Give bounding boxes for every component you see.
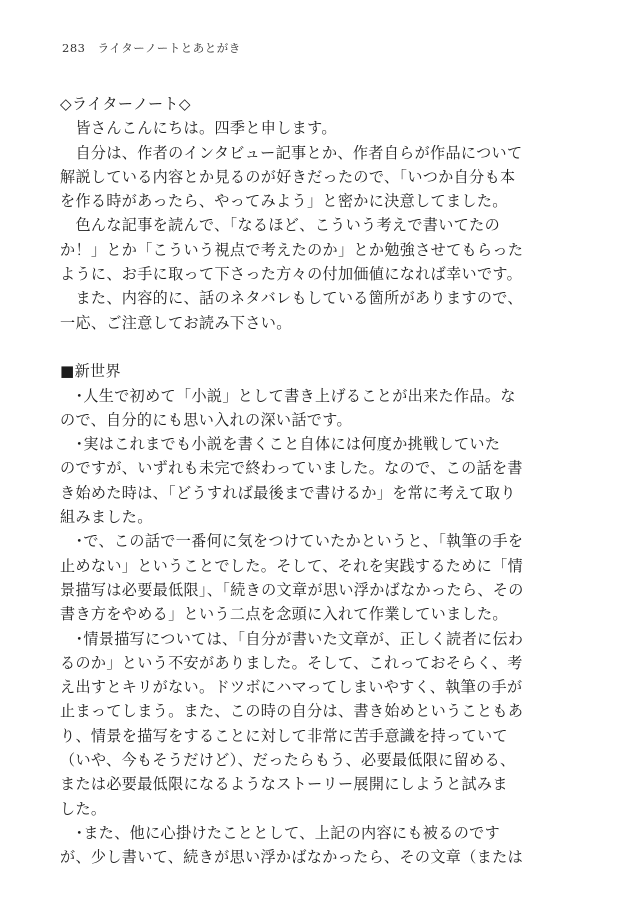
text-line: また、内容的に、話のネタバレもしている箇所がありますので、 [60, 289, 523, 308]
page-number: 283 [62, 41, 86, 55]
text-line: ■新世界 [60, 362, 121, 381]
text-line: ように、お手に取って下さった方々の付加価値になれば幸いです。 [60, 265, 523, 284]
text-line: ･人生で初めて「小説」として書き上げることが出来た作品。な [60, 386, 516, 405]
text-line: ･で、この話で一番何に気をつけていたかというと、「執筆の手を [60, 532, 524, 551]
text-line: 書き方をやめる」という二点を念頭に入れて作業していました。 [60, 605, 508, 624]
text-line: を作る時があったら、やってみよう」と密かに決意してました。 [60, 192, 508, 211]
text-line: 組みました。 [60, 508, 153, 527]
text-line: り、情景を描写をすることに対して非常に苦手意識を持っていて [60, 726, 508, 745]
body-text [60, 92, 540, 870]
text-line: ◇ライターノート◇ [60, 95, 191, 113]
text-line: 皆さんこんにちは。四季と申します。 [60, 119, 337, 138]
text-line: か！」とか「こういう視点で考えたのか」とか勉強させてもらった [60, 240, 524, 259]
text-line: え出すとキリがない。ドツボにハマってしまいやすく、執筆の手が [60, 678, 523, 697]
text-line: 止めない」ということでした。そして、それを実践するために「情 [60, 556, 524, 575]
text-line: ･実はこれまでも小説を書くこと自体には何度か挑戦していた [60, 435, 501, 454]
text-line: 景描写は必要最低限」、「続きの文章が思い浮かばなかったら、その [60, 580, 524, 599]
text-line: き始めた時は、「どうすれば最後まで書けるか」を常に考えて取り [60, 483, 516, 502]
blank-line [60, 335, 540, 359]
text-line: るのか」という不安がありました。そして、これっておそらく、考 [60, 653, 523, 672]
text-line: 色んな記事を読んで、「なるほど、こういう考えで書いてたの [60, 216, 501, 235]
text-line: ので、自分的にも思い入れの深い話です。 [60, 410, 352, 429]
text-line: 止まってしまう。また、この時の自分は、書き始めということもあ [60, 702, 524, 721]
text-line: のですが、いずれも未完で終わっていました。なので、この話を書 [60, 459, 523, 478]
text-line: 解説している内容とか見るのが好きだったので、「いつか自分も本 [60, 167, 516, 186]
text-line: （いや、今もそうだけど）、だったらもう、必要最低限に留める、 [60, 751, 516, 770]
running-header [62, 40, 241, 56]
running-title: ライターノートとあとがき [97, 41, 241, 55]
text-line: 自分は、作者のインタビュー記事とか、作者自らが作品について [60, 143, 523, 162]
text-line: 一応、ご注意してお読み下さい。 [60, 313, 292, 332]
text-line: が、少し書いて、続きが思い浮かばなかったら、その文章（または [60, 848, 524, 867]
text-line: ･また、他に心掛けたこととして、上記の内容にも被るのです [60, 823, 501, 842]
text-line: した。 [60, 799, 107, 818]
text-line: または必要最低限になるようなストーリー展開にしようと試みま [60, 775, 508, 794]
text-line: ･情景描写については、「自分が書いた文章が、正しく読者に伝わ [60, 629, 524, 648]
